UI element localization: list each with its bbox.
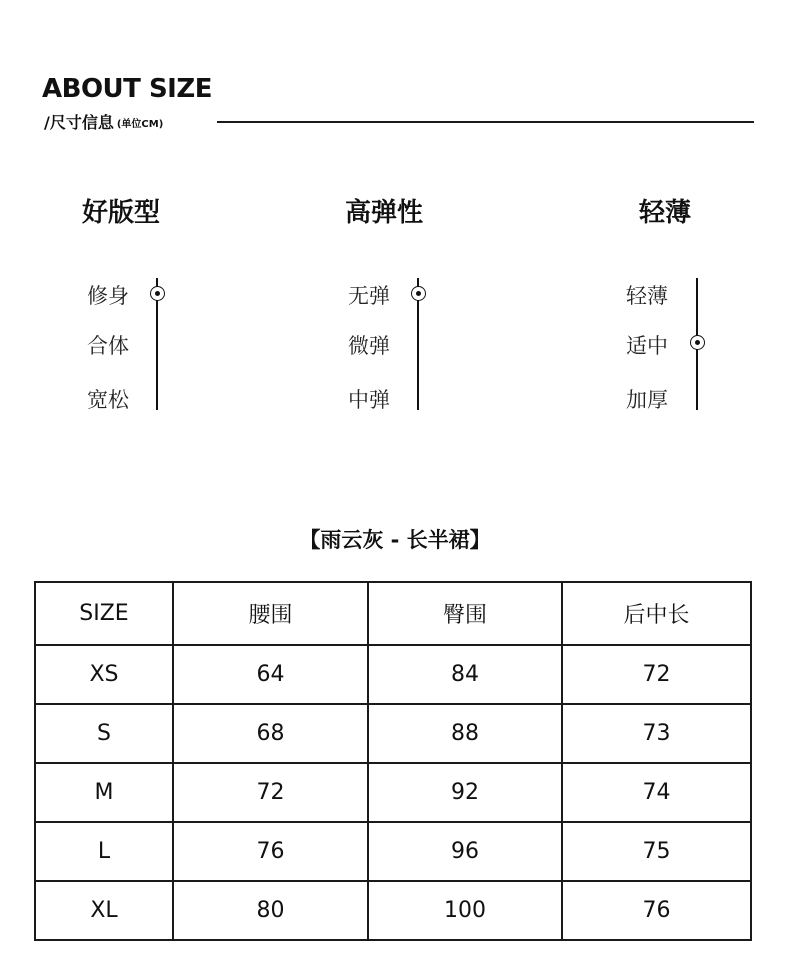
size-cell: S: [35, 704, 173, 763]
column-header-hip: 臀围: [368, 582, 562, 645]
subtitle-text: /尺寸信息: [44, 113, 114, 132]
scale-option-label: 加厚: [626, 388, 668, 412]
header-divider: [217, 121, 754, 123]
scale-option-label: 无弹: [348, 284, 390, 308]
scale-option-label: 微弹: [348, 334, 390, 358]
length-cell: 76: [562, 881, 751, 940]
table-caption: 【雨云灰 - 长半裙】: [299, 528, 491, 552]
scale-option-label: 中弹: [348, 388, 390, 412]
column-header-waist: 腰围: [173, 582, 368, 645]
waist-cell: 64: [173, 645, 368, 704]
scale-option-label: 宽松: [87, 388, 129, 412]
scale-option-label: 修身: [87, 284, 129, 308]
size-cell: M: [35, 763, 173, 822]
hip-cell: 100: [368, 881, 562, 940]
unit-note: (单位CM): [116, 119, 164, 130]
size-cell: XS: [35, 645, 173, 704]
attribute-title: 高弹性: [345, 198, 424, 228]
waist-cell: 68: [173, 704, 368, 763]
scale-option-label: 合体: [87, 334, 129, 358]
hip-cell: 96: [368, 822, 562, 881]
table-row: [35, 645, 751, 704]
length-cell: 75: [562, 822, 751, 881]
scale-option-label: 轻薄: [626, 284, 668, 308]
waist-cell: 76: [173, 822, 368, 881]
scale-marker-icon: [150, 286, 165, 301]
scale-option-label: 适中: [626, 334, 668, 358]
length-cell: 73: [562, 704, 751, 763]
attribute-title: 好版型: [82, 198, 161, 228]
hip-cell: 88: [368, 704, 562, 763]
column-header-size: SIZE: [35, 582, 173, 645]
column-header-length: 后中长: [562, 582, 751, 645]
table-row: [35, 822, 751, 881]
table-row: [35, 763, 751, 822]
waist-cell: 80: [173, 881, 368, 940]
size-cell: XL: [35, 881, 173, 940]
scale-marker-icon: [411, 286, 426, 301]
subtitle: [44, 110, 163, 133]
size-table: [34, 581, 752, 941]
waist-cell: 72: [173, 763, 368, 822]
attribute-title: 轻薄: [639, 198, 692, 228]
hip-cell: 84: [368, 645, 562, 704]
length-cell: 74: [562, 763, 751, 822]
table-row: [35, 881, 751, 940]
page-title: ABOUT SIZE: [42, 74, 212, 104]
table-row: [35, 704, 751, 763]
scale-marker-icon: [690, 335, 705, 350]
table-header-row: [35, 582, 751, 645]
length-cell: 72: [562, 645, 751, 704]
hip-cell: 92: [368, 763, 562, 822]
size-cell: L: [35, 822, 173, 881]
